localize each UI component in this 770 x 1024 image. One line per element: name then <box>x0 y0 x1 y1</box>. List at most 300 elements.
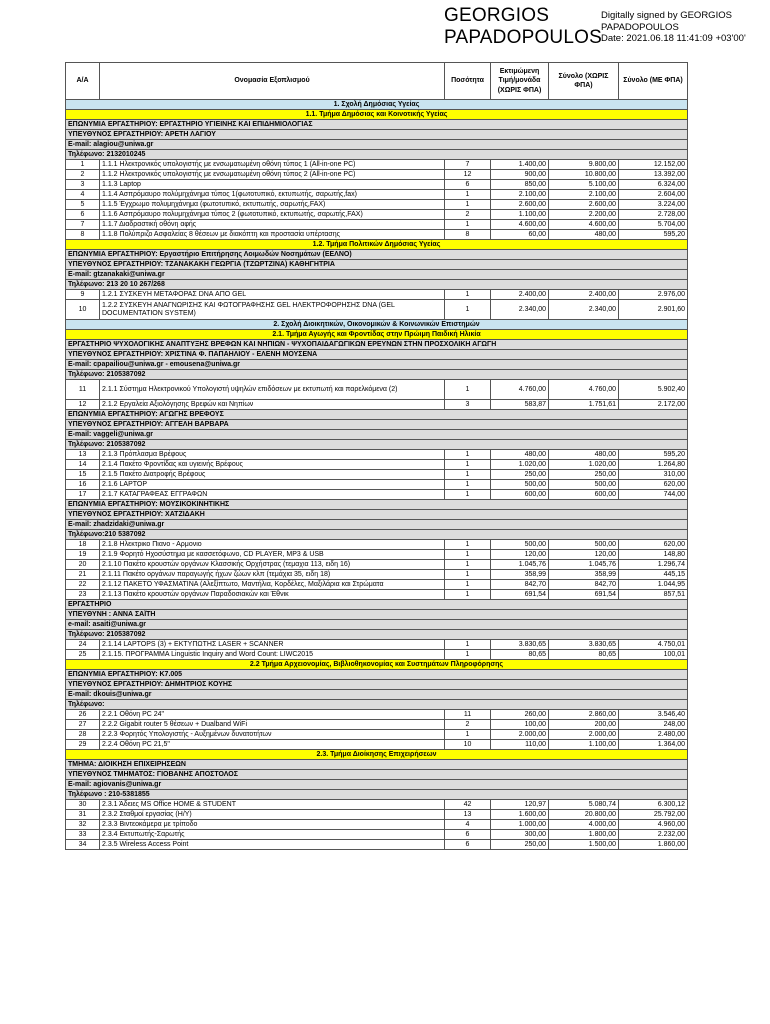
cell-total-no-vat: 600,00 <box>549 490 619 500</box>
cell-total-no-vat: 2.200,00 <box>549 210 619 220</box>
lab-info-row <box>66 620 688 630</box>
cell-name: 2.1.10 Πακέτο κρουστών οργάνων Κλασσικής Ορχήστρας (τεμαχια 113, ειδη 16) <box>100 560 445 570</box>
cell-total-vat: 1.296,74 <box>619 560 688 570</box>
cell-unit-price: 100,00 <box>491 720 549 730</box>
digital-signature <box>444 5 770 55</box>
cell-name: 2.1.8 Ηλεκτρικο Πιανο - Αρμονιο <box>100 540 445 550</box>
department-heading-row <box>66 330 688 340</box>
cell-unit-price: 4.760,00 <box>491 380 549 400</box>
cell-qty: 1 <box>445 650 491 660</box>
cell-total-vat: 1.264,80 <box>619 460 688 470</box>
cell-total-vat: 620,00 <box>619 540 688 550</box>
cell-total-no-vat: 1.500,00 <box>549 840 619 850</box>
cell-name: 2.2.2 Gigabit router 5 θέσεων + Dualband WiFi <box>100 720 445 730</box>
lab-info-text: Τηλέφωνο : 210-5381855 <box>66 790 688 800</box>
cell-unit-price: 480,00 <box>491 450 549 460</box>
cell-name: 2.1.14 LAPTOPS (3) + ΕΚΤΥΠΩΤΗΣ LASER + SCANNER <box>100 640 445 650</box>
cell-unit-price: 300,00 <box>491 830 549 840</box>
cell-aa: 17 <box>66 490 100 500</box>
column-header-name: Ονομασία Εξοπλισμού <box>100 63 445 100</box>
department-heading-row <box>66 750 688 760</box>
table-row <box>66 380 688 400</box>
lab-info-row <box>66 440 688 450</box>
signature-detail-line: Digitally signed by GEORGIOS <box>601 10 732 21</box>
lab-info-row <box>66 530 688 540</box>
cell-qty: 1 <box>445 380 491 400</box>
cell-total-vat: 744,00 <box>619 490 688 500</box>
cell-total-vat: 25.792,00 <box>619 810 688 820</box>
cell-total-vat: 445,15 <box>619 570 688 580</box>
heading-text: 1. Σχολή Δημόσιας Υγείας <box>66 100 688 110</box>
cell-qty: 2 <box>445 720 491 730</box>
cell-name: 1.1.1 Ηλεκτρονικός υπολογιστής με ενσωματωμένη οθόνη τύπος 1 (All-in-one PC) <box>100 160 445 170</box>
table-row <box>66 460 688 470</box>
cell-total-no-vat: 480,00 <box>549 450 619 460</box>
lab-info-text: E-mail: vaggeli@uniwa.gr <box>66 430 688 440</box>
table-row <box>66 550 688 560</box>
cell-qty: 1 <box>445 560 491 570</box>
cell-qty: 6 <box>445 840 491 850</box>
cell-total-no-vat: 4.760,00 <box>549 380 619 400</box>
cell-qty: 3 <box>445 400 491 410</box>
cell-total-no-vat: 1.020,00 <box>549 460 619 470</box>
cell-qty: 1 <box>445 540 491 550</box>
cell-total-vat: 6.300,12 <box>619 800 688 810</box>
table-row <box>66 290 688 300</box>
cell-total-vat: 1.044,95 <box>619 580 688 590</box>
cell-qty: 11 <box>445 710 491 720</box>
lab-info-row <box>66 630 688 640</box>
cell-aa: 33 <box>66 830 100 840</box>
cell-name: 2.3.5 Wireless Access Point <box>100 840 445 850</box>
cell-total-vat: 1.860,00 <box>619 840 688 850</box>
cell-aa: 27 <box>66 720 100 730</box>
cell-name: 2.1.1 Σύστημα Ηλεκτρονικού Υπολογιστή υψηλών επιδόσεων με εκτυπωτή και παρελκόμενα (2) <box>100 380 445 400</box>
lab-info-text: ΕΠΩΝΥΜΙΑ ΕΡΓΑΣΤΗΡΙΟΥ: ΑΓΩΓΗΣ ΒΡΕΦΟΥΣ <box>66 410 688 420</box>
lab-info-row <box>66 140 688 150</box>
lab-info-row <box>66 790 688 800</box>
cell-aa: 25 <box>66 650 100 660</box>
lab-info-row <box>66 600 688 610</box>
school-heading-row <box>66 100 688 110</box>
cell-total-vat: 2.976,00 <box>619 290 688 300</box>
cell-aa: 28 <box>66 730 100 740</box>
cell-qty: 13 <box>445 810 491 820</box>
cell-total-vat: 857,51 <box>619 590 688 600</box>
cell-qty: 10 <box>445 740 491 750</box>
cell-total-no-vat: 120,00 <box>549 550 619 560</box>
lab-info-text: ΕΠΩΝΥΜΙΑ ΕΡΓΑΣΤΗΡΙΟΥ: ΜΟΥΣΙΚΟΚΙΝΗΤΙΚΗΣ <box>66 500 688 510</box>
cell-total-no-vat: 5.100,00 <box>549 180 619 190</box>
lab-info-row <box>66 430 688 440</box>
lab-info-row <box>66 700 688 710</box>
signature-detail-line: PAPADOPOULOS <box>601 21 679 33</box>
cell-total-no-vat: 9.800,00 <box>549 160 619 170</box>
cell-qty: 1 <box>445 580 491 590</box>
lab-info-row <box>66 280 688 290</box>
lab-info-text: E-mail: zhadzidaki@uniwa.gr <box>66 520 688 530</box>
cell-qty: 1 <box>445 300 491 320</box>
cell-name: 1.1.3 Laptop <box>100 180 445 190</box>
lab-info-text: Τηλέφωνο: 213 20 10 267/268 <box>66 280 688 290</box>
lab-info-text: ΕΡΓΑΣΤΗΡΙΟ <box>66 600 688 610</box>
cell-total-vat: 100,01 <box>619 650 688 660</box>
lab-info-row <box>66 250 688 260</box>
cell-total-vat: 6.324,00 <box>619 180 688 190</box>
cell-qty: 1 <box>445 200 491 210</box>
cell-aa: 10 <box>66 300 100 320</box>
column-header-qty: Ποσότητα <box>445 63 491 100</box>
cell-unit-price: 1.400,00 <box>491 160 549 170</box>
cell-aa: 34 <box>66 840 100 850</box>
cell-qty: 8 <box>445 230 491 240</box>
cell-total-no-vat: 842,70 <box>549 580 619 590</box>
cell-total-vat: 13.392,00 <box>619 170 688 180</box>
table-row <box>66 180 688 190</box>
cell-unit-price: 583,87 <box>491 400 549 410</box>
cell-name: 2.1.11 Πακέτο οργάνων παραγωγής ήχων ζώων κλπ (τεμάχια 35, ειδη 18) <box>100 570 445 580</box>
lab-info-text: E-mail: alagiou@uniwa.gr <box>66 140 688 150</box>
cell-name: 1.1.6 Ασπρόμαυρο πολυμηχάνημα τύπος 2 (φωτοτυπικό, εκτυπωτής, σαρωτής,FAX) <box>100 210 445 220</box>
cell-qty: 1 <box>445 550 491 560</box>
cell-name: 2.2.4 Οθόνη PC 21,5" <box>100 740 445 750</box>
cell-aa: 7 <box>66 220 100 230</box>
signature-name-line: PAPADOPOULOS <box>444 27 602 48</box>
cell-name: 2.3.1 Άδειες MS Office HOME & STUDENT <box>100 800 445 810</box>
lab-info-text: Τηλέφωνο: 2105387092 <box>66 370 688 380</box>
cell-qty: 1 <box>445 450 491 460</box>
cell-total-no-vat: 2.000,00 <box>549 730 619 740</box>
cell-name: 2.2.1 Οθόνη PC 24" <box>100 710 445 720</box>
cell-unit-price: 4.600,00 <box>491 220 549 230</box>
cell-total-vat: 4.750,01 <box>619 640 688 650</box>
cell-total-no-vat: 5.080,74 <box>549 800 619 810</box>
cell-aa: 2 <box>66 170 100 180</box>
cell-unit-price: 850,00 <box>491 180 549 190</box>
lab-info-text: Τηλέφωνο: 2132010245 <box>66 150 688 160</box>
column-header-aa: Α/Α <box>66 63 100 100</box>
cell-aa: 4 <box>66 190 100 200</box>
cell-unit-price: 1.600,00 <box>491 810 549 820</box>
cell-total-vat: 3.224,00 <box>619 200 688 210</box>
column-header-total-vat: Σύνολο (ΜΕ ΦΠΑ) <box>619 63 688 100</box>
lab-info-text: ΥΠΕΥΘΥΝΟΣ ΕΡΓΑΣΤΗΡΙΟΥ: ΑΓΓΕΛΗ ΒΑΡΒΑΡΑ <box>66 420 688 430</box>
table-row <box>66 580 688 590</box>
lab-info-row <box>66 780 688 790</box>
cell-name: 2.2.3 Φορητός Υπολογιστής - Αυξημένων δυνατοτήτων <box>100 730 445 740</box>
table-row <box>66 170 688 180</box>
cell-unit-price: 250,00 <box>491 840 549 850</box>
cell-unit-price: 3.830,65 <box>491 640 549 650</box>
lab-info-text: ΕΡΓΑΣΤΗΡΙΟ ΨΥΧΟΛΟΓΙΚΗΣ ΑΝΑΠΤΥΞΗΣ ΒΡΕΦΩΝ ΚΑΙ ΝΗΠΙΩΝ - ΨΥΧΟΠΑΙΔΑΓΩΓΙΚΩΝ ΕΡΕΥΝΩΝ ΣΤΗΝ ΠΡΟΣΧΟΛΙΚΗ ΑΓΩΓΗ <box>66 340 688 350</box>
cell-name: 1.1.7 Διαδραστική οθόνη αφής <box>100 220 445 230</box>
lab-info-row <box>66 270 688 280</box>
cell-unit-price: 80,65 <box>491 650 549 660</box>
lab-info-text: ΥΠΕΥΘΥΝΟΣ ΕΡΓΑΣΤΗΡΙΟΥ: ΤΖΑΝΑΚΑΚΗ ΓΕΩΡΓΙΑ (ΤΖΩΡΤΖΙΝΑ) ΚΑΘΗΓΗΤΡΙΑ <box>66 260 688 270</box>
lab-info-text: ΥΠΕΥΘΥΝΟΣ ΤΜΗΜΑΤΟΣ: ΓΙΟΒΑΝΗΣ ΑΠΟΣΤΟΛΟΣ <box>66 770 688 780</box>
cell-qty: 1 <box>445 640 491 650</box>
cell-unit-price: 260,00 <box>491 710 549 720</box>
table-row <box>66 230 688 240</box>
cell-aa: 12 <box>66 400 100 410</box>
cell-name: 1.2.1 ΣΥΣΚΕΥΗ ΜΕΤΑΦΟΡΑΣ DNA ΑΠΟ GEL <box>100 290 445 300</box>
cell-name: 1.1.8 Πολύπριζο Ασφαλείας 8 θέσεων με διακόπτη και προστασία υπέρτασης <box>100 230 445 240</box>
table-row <box>66 650 688 660</box>
cell-unit-price: 1.020,00 <box>491 460 549 470</box>
signature-date: Date: 2021.06.18 11:41:09 +03'00' <box>601 33 746 44</box>
cell-total-vat: 248,00 <box>619 720 688 730</box>
cell-qty: 12 <box>445 170 491 180</box>
table-row <box>66 570 688 580</box>
cell-total-no-vat: 1.100,00 <box>549 740 619 750</box>
table-row <box>66 200 688 210</box>
cell-unit-price: 2.400,00 <box>491 290 549 300</box>
cell-qty: 1 <box>445 470 491 480</box>
table-row <box>66 450 688 460</box>
lab-info-row <box>66 340 688 350</box>
cell-qty: 1 <box>445 220 491 230</box>
cell-total-vat: 1.364,00 <box>619 740 688 750</box>
lab-info-text: Τηλέφωνο: 2105387092 <box>66 630 688 640</box>
cell-total-no-vat: 480,00 <box>549 230 619 240</box>
table-row <box>66 490 688 500</box>
cell-total-no-vat: 250,00 <box>549 470 619 480</box>
cell-unit-price: 358,99 <box>491 570 549 580</box>
cell-total-no-vat: 4.600,00 <box>549 220 619 230</box>
cell-qty: 42 <box>445 800 491 810</box>
cell-qty: 6 <box>445 180 491 190</box>
heading-text: 2.2 Τμήμα Αρχειονομίας, Βιβλιοθηκονομίας και Συστημάτων Πληροφόρησης <box>66 660 688 670</box>
cell-total-vat: 4.960,00 <box>619 820 688 830</box>
lab-info-row <box>66 410 688 420</box>
lab-info-row <box>66 760 688 770</box>
cell-total-no-vat: 2.860,00 <box>549 710 619 720</box>
cell-qty: 1 <box>445 190 491 200</box>
cell-aa: 8 <box>66 230 100 240</box>
cell-total-no-vat: 2.340,00 <box>549 300 619 320</box>
cell-total-no-vat: 358,99 <box>549 570 619 580</box>
lab-info-row <box>66 350 688 360</box>
cell-qty: 7 <box>445 160 491 170</box>
cell-qty: 4 <box>445 820 491 830</box>
department-heading-row <box>66 110 688 120</box>
cell-name: 2.1.4 Πακέτο Φροντίδας και υγιεινής Βρέφους <box>100 460 445 470</box>
cell-total-vat: 2.728,00 <box>619 210 688 220</box>
lab-info-text: ΥΠΕΥΘΥΝΟΣ ΕΡΓΑΣΤΗΡΙΟΥ: ΧΡΙΣΤΙΝΑ Φ. ΠΑΠΑΗΛΙΟΥ - ΕΛΕΝΗ ΜΟΥΣΕΝΑ <box>66 350 688 360</box>
cell-aa: 14 <box>66 460 100 470</box>
lab-info-row <box>66 770 688 780</box>
cell-aa: 3 <box>66 180 100 190</box>
cell-aa: 1 <box>66 160 100 170</box>
cell-qty: 1 <box>445 570 491 580</box>
cell-name: 2.1.5 Πακέτο Διατροφής Βρέφους <box>100 470 445 480</box>
lab-info-text: ΕΠΩΝΥΜΙΑ ΕΡΓΑΣΤΗΡΙΟΥ: Κ7.005 <box>66 670 688 680</box>
cell-aa: 15 <box>66 470 100 480</box>
table-row <box>66 800 688 810</box>
table-row <box>66 810 688 820</box>
cell-name: 2.1.15. ΠΡΟΓΡΑΜΜΑ Linguistic Inquiry and Word Count: LIWC2015 <box>100 650 445 660</box>
table-row <box>66 470 688 480</box>
cell-name: 2.3.4 Εκτυπωτής-Σαρωτής <box>100 830 445 840</box>
cell-total-vat: 148,80 <box>619 550 688 560</box>
heading-text: 2.1. Τμήμα Αγωγής και Φροντίδας στην Πρώιμη Παιδική Ηλικία <box>66 330 688 340</box>
cell-aa: 21 <box>66 570 100 580</box>
cell-aa: 20 <box>66 560 100 570</box>
lab-info-row <box>66 130 688 140</box>
cell-unit-price: 842,70 <box>491 580 549 590</box>
cell-total-vat: 3.546,40 <box>619 710 688 720</box>
cell-total-no-vat: 10.800,00 <box>549 170 619 180</box>
table-body <box>66 100 688 850</box>
cell-total-no-vat: 200,00 <box>549 720 619 730</box>
cell-unit-price: 2.600,00 <box>491 200 549 210</box>
lab-info-row <box>66 120 688 130</box>
cell-name: 2.1.9 Φορητό Ηχοσύστημα με κασσετόφωνο, CD PLAYER, MP3 & USB <box>100 550 445 560</box>
cell-unit-price: 500,00 <box>491 540 549 550</box>
heading-text: 1.2. Τμήμα Πολιτικών Δημόσιας Υγείας <box>66 240 688 250</box>
equipment-table <box>65 62 688 850</box>
lab-info-row <box>66 690 688 700</box>
cell-total-no-vat: 2.400,00 <box>549 290 619 300</box>
table-row <box>66 640 688 650</box>
cell-total-no-vat: 3.830,65 <box>549 640 619 650</box>
cell-total-vat: 595,20 <box>619 450 688 460</box>
table-row <box>66 590 688 600</box>
cell-total-no-vat: 500,00 <box>549 480 619 490</box>
cell-total-no-vat: 4.000,00 <box>549 820 619 830</box>
lab-info-text: ΥΠΕΥΘΥΝΟΣ ΕΡΓΑΣΤΗΡΙΟΥ: ΔΗΜΗΤΡΙΟΣ ΚΟΥΗΣ <box>66 680 688 690</box>
cell-aa: 24 <box>66 640 100 650</box>
cell-aa: 9 <box>66 290 100 300</box>
cell-qty: 1 <box>445 480 491 490</box>
cell-name: 2.1.3 Πρόπλασμα Βρέφους <box>100 450 445 460</box>
table-row <box>66 710 688 720</box>
column-header-total-no-vat: Σύνολο (ΧΩΡΙΣ ΦΠΑ) <box>549 63 619 100</box>
cell-total-no-vat: 1.045,76 <box>549 560 619 570</box>
lab-info-text: E-mail: dkouis@uniwa.gr <box>66 690 688 700</box>
table-row <box>66 730 688 740</box>
cell-unit-price: 691,54 <box>491 590 549 600</box>
cell-aa: 18 <box>66 540 100 550</box>
cell-aa: 6 <box>66 210 100 220</box>
cell-name: 2.3.3 Βιντεοκάμερα με τρίποδο <box>100 820 445 830</box>
table-row <box>66 740 688 750</box>
cell-name: 2.1.6 LAPTOP <box>100 480 445 490</box>
cell-qty: 2 <box>445 210 491 220</box>
lab-info-text: e-mail: asaiti@uniwa.gr <box>66 620 688 630</box>
cell-total-no-vat: 691,54 <box>549 590 619 600</box>
cell-unit-price: 250,00 <box>491 470 549 480</box>
signature-name-line: GEORGIOS <box>444 5 550 26</box>
lab-info-text: E-mail: cpapailiou@uniwa.gr - emousena@uniwa.gr <box>66 360 688 370</box>
lab-info-row <box>66 500 688 510</box>
table-row <box>66 720 688 730</box>
cell-name: 2.1.12 ΠΑΚΕΤΟ ΥΦΑΣΜΑΤΙΝΑ (Αλεξίπτωτο, Μαντήλια, Κορδέλες, Μαξιλάρια και Στρώματα <box>100 580 445 590</box>
cell-aa: 16 <box>66 480 100 490</box>
lab-info-row <box>66 520 688 530</box>
cell-total-no-vat: 500,00 <box>549 540 619 550</box>
lab-info-text: ΕΠΩΝΥΜΙΑ ΕΡΓΑΣΤΗΡΙΟΥ: ΕΡΓΑΣΤΗΡΙΟ ΥΓΙΕΙΝΗΣ ΚΑΙ ΕΠΙΔΗΜΙΟΛΟΓΙΑΣ <box>66 120 688 130</box>
table-row <box>66 160 688 170</box>
school-heading-row <box>66 320 688 330</box>
signature-details <box>601 10 746 45</box>
heading-text: 2. Σχολή Διοικητικών, Οικονομικών & Κοινωνικών Επιστημών <box>66 320 688 330</box>
cell-total-vat: 5.704,00 <box>619 220 688 230</box>
cell-unit-price: 500,00 <box>491 480 549 490</box>
cell-unit-price: 1.000,00 <box>491 820 549 830</box>
cell-aa: 5 <box>66 200 100 210</box>
table-row <box>66 820 688 830</box>
cell-name: 2.1.13 Πακέτο κρουστών οργάνων Παραδοσιακών και Έθνικ <box>100 590 445 600</box>
lab-info-text: ΥΠΕΥΘΥΝΗ : ΑΝΝΑ ΣΑΪΤΗ <box>66 610 688 620</box>
lab-info-row <box>66 360 688 370</box>
lab-info-text: E-mail: gtzanakaki@uniwa.gr <box>66 270 688 280</box>
cell-total-vat: 2.480,00 <box>619 730 688 740</box>
cell-total-no-vat: 20.800,00 <box>549 810 619 820</box>
cell-total-no-vat: 1.800,00 <box>549 830 619 840</box>
lab-info-text: ΤΜΗΜΑ: ΔΙΟΙΚΗΣΗ ΕΠΙΧΕΙΡΗΣΕΩΝ <box>66 760 688 770</box>
table-row <box>66 210 688 220</box>
lab-info-text: ΥΠΕΥΘΥΝΟΣ ΕΡΓΑΣΤΗΡΙΟΥ: ΧΑΤΖΙΔΑΚΗ <box>66 510 688 520</box>
cell-qty: 6 <box>445 830 491 840</box>
cell-aa: 30 <box>66 800 100 810</box>
cell-unit-price: 1.045,76 <box>491 560 549 570</box>
cell-aa: 32 <box>66 820 100 830</box>
cell-qty: 1 <box>445 730 491 740</box>
lab-info-row <box>66 370 688 380</box>
cell-total-vat: 620,00 <box>619 480 688 490</box>
lab-info-row <box>66 680 688 690</box>
cell-total-no-vat: 1.751,61 <box>549 400 619 410</box>
cell-qty: 1 <box>445 490 491 500</box>
lab-info-row <box>66 150 688 160</box>
table-row <box>66 300 688 320</box>
cell-name: 2.3.2 Σταθμοί εργασίας (Η/Υ) <box>100 810 445 820</box>
cell-unit-price: 60,00 <box>491 230 549 240</box>
cell-total-vat: 2.901,60 <box>619 300 688 320</box>
cell-unit-price: 110,00 <box>491 740 549 750</box>
cell-name: 1.1.4 Ασπρόμαυρο πολύμηχάνημα τύπος 1(φωτοτυπικό, εκτυπωτής, σαρωτής,fax) <box>100 190 445 200</box>
cell-qty: 1 <box>445 290 491 300</box>
cell-total-vat: 595,20 <box>619 230 688 240</box>
cell-aa: 13 <box>66 450 100 460</box>
cell-unit-price: 120,97 <box>491 800 549 810</box>
cell-total-no-vat: 2.100,00 <box>549 190 619 200</box>
cell-unit-price: 2.340,00 <box>491 300 549 320</box>
table-row <box>66 560 688 570</box>
cell-unit-price: 120,00 <box>491 550 549 560</box>
table-row <box>66 220 688 230</box>
lab-info-row <box>66 420 688 430</box>
signature-name <box>444 5 602 49</box>
cell-name: 1.1.2 Ηλεκτρονικός υπολογιστής με ενσωματωμένη οθόνη τύπος 2 (All-in-one PC) <box>100 170 445 180</box>
cell-total-vat: 2.172,00 <box>619 400 688 410</box>
cell-aa: 23 <box>66 590 100 600</box>
cell-total-no-vat: 80,65 <box>549 650 619 660</box>
table-row <box>66 540 688 550</box>
cell-qty: 1 <box>445 460 491 470</box>
cell-aa: 22 <box>66 580 100 590</box>
cell-aa: 19 <box>66 550 100 560</box>
lab-info-text: Τηλέφωνο: <box>66 700 688 710</box>
table-row <box>66 400 688 410</box>
cell-name: 1.1.5 Έγχρωμο πολυμηχάνημα (φωτοτυπικό, εκτυπωτής, σαρωτής,FAX) <box>100 200 445 210</box>
table-row <box>66 480 688 490</box>
cell-unit-price: 900,00 <box>491 170 549 180</box>
lab-info-text: Τηλέφωνο:210 5387092 <box>66 530 688 540</box>
cell-unit-price: 600,00 <box>491 490 549 500</box>
table-row <box>66 190 688 200</box>
